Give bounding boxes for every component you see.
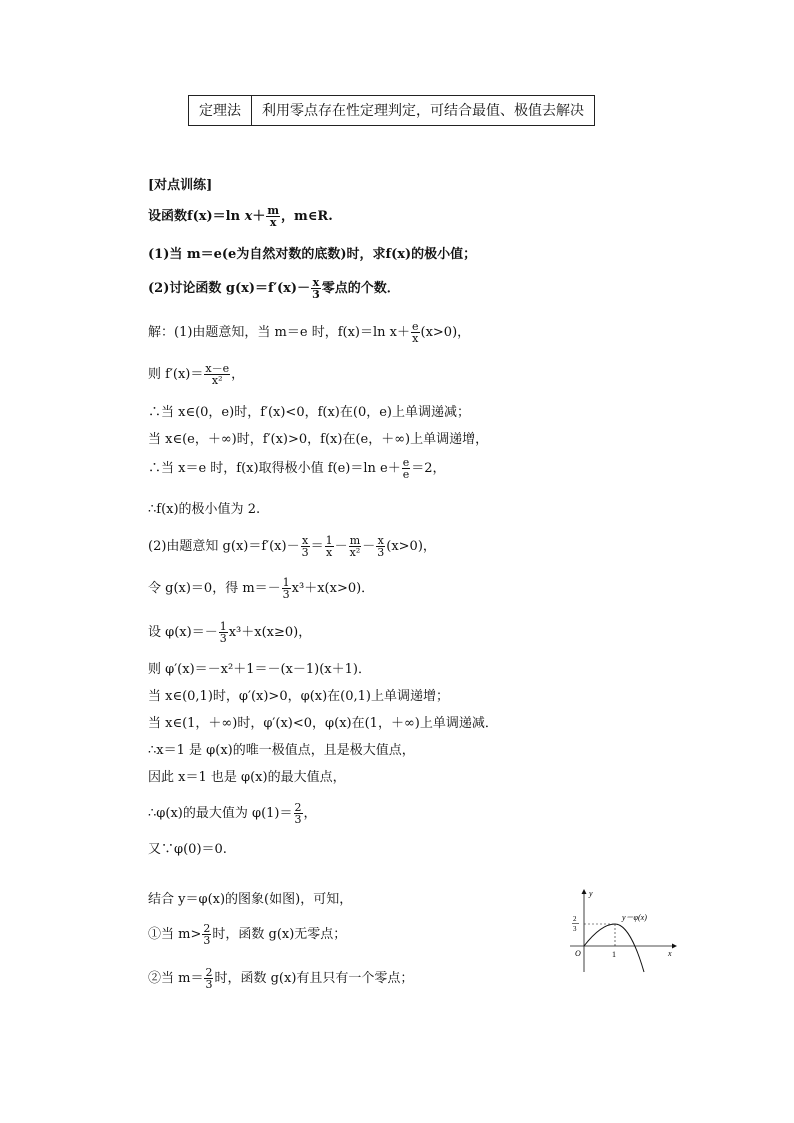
numerator: 2 (205, 966, 213, 979)
text: ＝ (310, 539, 324, 554)
text: － (362, 539, 376, 554)
fraction (349, 535, 362, 558)
denominator: 3 (219, 632, 227, 645)
numerator: 1 (219, 620, 227, 633)
x-axis-arrow-icon (672, 944, 677, 949)
numerator: e (402, 456, 410, 469)
numerator: m (267, 204, 280, 217)
solution-line: 因此 x＝1 也是 φ(x)的最大值点， (148, 770, 346, 785)
solution-line (148, 620, 311, 646)
text: (x>0)， (420, 325, 471, 340)
fraction (294, 802, 303, 825)
denominator: x² (349, 546, 361, 559)
fraction (411, 321, 420, 344)
fraction (266, 205, 280, 228)
text: ， (303, 806, 317, 821)
denominator: 3 (301, 546, 309, 559)
x-axis-label: x (668, 949, 672, 958)
denominator: 3 (294, 813, 302, 826)
solution-line: ∴当 x∈(0，e)时，f′(x)<0，f(x)在(0，e)上单调递减； (148, 405, 470, 420)
text: ＝ln (212, 209, 241, 224)
denominator: 3 (377, 546, 385, 559)
y-axis-arrow-icon (582, 889, 587, 894)
problem-statement (148, 204, 333, 230)
text: 设函数 (148, 209, 188, 224)
text: ，m∈R. (281, 209, 333, 224)
numerator: m (349, 534, 361, 547)
method-table (188, 95, 595, 126)
text: 时，函数 g(x)有且只有一个零点； (214, 971, 414, 986)
fraction (204, 363, 230, 386)
text: ②当 m＝ (148, 971, 204, 986)
denominator: 3 (203, 934, 211, 947)
text: x (244, 209, 253, 224)
method-cell: 定理法 (189, 96, 252, 126)
solution-line (148, 456, 446, 482)
solution-line (148, 966, 413, 992)
solution-line (148, 320, 470, 346)
fraction (219, 621, 228, 644)
text: 则 f′(x)＝ (148, 367, 204, 382)
numerator: 1 (325, 534, 333, 547)
fraction (204, 967, 213, 990)
text: 设 φ(x)＝－ (148, 625, 218, 640)
x-tick-label: 1 (612, 950, 616, 959)
solution-line: ∴x＝1 是 φ(x)的唯一极值点，且是极大值点， (148, 743, 415, 758)
text: ， (231, 367, 245, 382)
text: ①当 m> (148, 927, 202, 942)
solution-line (148, 534, 436, 560)
text: x³＋x(x≥0)， (228, 625, 312, 640)
solution-line: 则 φ′(x)＝－x²＋1＝－(x－1)(x＋1)． (148, 662, 371, 677)
solution-line: 当 x∈(0,1)时，φ′(x)>0，φ(x)在(0,1)上单调递增； (148, 689, 449, 704)
numerator: x (377, 534, 384, 547)
denominator: x (326, 546, 333, 559)
fraction (325, 535, 334, 558)
solution-line: 结合 y＝φ(x)的图象(如图)，可知， (148, 892, 353, 907)
solution-line (148, 922, 346, 948)
question-1: (1)当 m＝e(e为自然对数的底数)时，求f(x)的极小值； (148, 247, 477, 262)
text: f(x) (187, 209, 213, 224)
text: ∴当 x＝e 时，f(x)取得极小值 f(e)＝ln e＋ (148, 461, 401, 476)
table-row (189, 96, 595, 126)
text: ＝2， (411, 461, 446, 476)
solution-line (148, 362, 244, 388)
y-tick-numerator: 2 (573, 915, 577, 923)
text: (2)由题意知 g(x)＝f′(x)－ (148, 539, 300, 554)
numerator: x (301, 534, 309, 547)
denominator: 3 (312, 288, 320, 301)
y-axis-label: y (589, 889, 593, 898)
numerator: 2 (203, 922, 211, 935)
solution-line (148, 576, 374, 602)
fraction (282, 577, 291, 600)
solution-line: 当 x∈(1，＋∞)时，φ′(x)<0，φ(x)在(1，＋∞)上单调递减． (148, 716, 498, 731)
fraction (311, 277, 321, 300)
numerator: x－e (205, 362, 230, 375)
numerator: x (312, 276, 320, 289)
fraction (402, 457, 411, 480)
description-cell: 利用零点存在性定理判定，可结合最值、极值去解决 (252, 96, 595, 126)
text: (2)讨论函数 g(x)＝f′(x)－ (148, 281, 311, 296)
solution-line: 又∵φ(0)＝0. (148, 842, 227, 857)
section-heading: [对点训练] (148, 178, 213, 193)
text: (x>0)， (386, 539, 436, 554)
numerator: 2 (294, 801, 302, 814)
text: 令 g(x)＝0，得 m＝－ (148, 581, 281, 596)
denominator: 3 (282, 588, 290, 601)
curve-label: y＝φ(x) (622, 913, 647, 922)
numerator: e (411, 320, 419, 333)
solution-line: 当 x∈(e，＋∞)时，f′(x)>0，f(x)在(e，＋∞)上单调递增， (148, 432, 489, 447)
y-tick-denominator: 3 (573, 925, 577, 933)
phi-graph (560, 886, 690, 976)
text: 解：(1)由题意知，当 m＝e 时，f(x)＝ln x＋ (148, 325, 410, 340)
denominator: x² (211, 374, 223, 387)
phi-curve (584, 924, 644, 972)
text: ＋ (252, 209, 266, 224)
solution-line: ∴f(x)的极小值为 2. (148, 502, 261, 517)
text: x³＋x(x>0)． (291, 581, 375, 596)
text: 时，函数 g(x)无零点； (212, 927, 347, 942)
text: － (334, 539, 348, 554)
fraction (202, 923, 211, 946)
denominator: x (412, 332, 419, 345)
fraction (376, 535, 385, 558)
denominator: 3 (205, 978, 213, 991)
solution-line (148, 801, 317, 827)
text: ∴φ(x)的最大值为 φ(1)＝ (148, 806, 293, 821)
fraction (301, 535, 310, 558)
denominator: e (402, 468, 410, 481)
denominator: x (269, 216, 277, 229)
question-2 (148, 276, 400, 302)
text: 零点的个数． (321, 281, 400, 296)
origin-label: O (575, 949, 581, 958)
numerator: 1 (282, 576, 290, 589)
